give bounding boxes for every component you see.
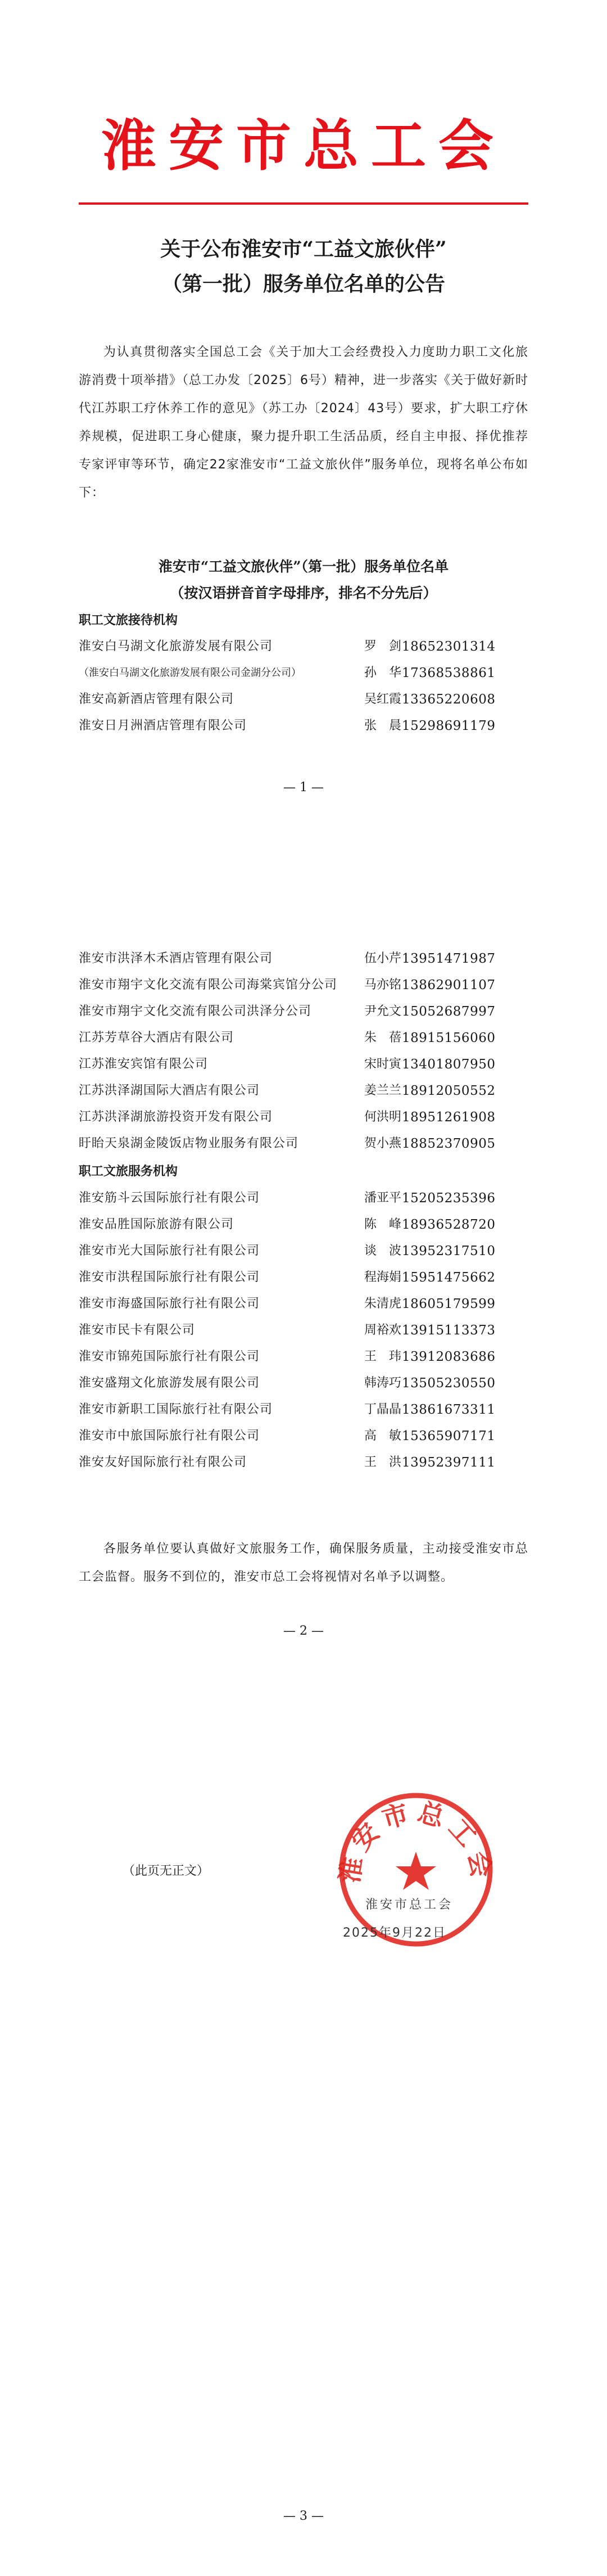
list-item [79, 1053, 540, 1076]
org-name: 淮安市中旅国际旅行社有限公司 [79, 1429, 260, 1443]
phone-number: 13915113373 [402, 1323, 496, 1338]
section-reception-heading: 职工文旅接待机构 [79, 613, 178, 628]
page-1 [0, 0, 607, 843]
contact-name: 贺小燕 [364, 1136, 402, 1151]
list-item [79, 1240, 540, 1262]
contact-name: 孙 华 [364, 666, 402, 680]
org-name: 淮安高新酒店管理有限公司 [79, 692, 234, 706]
contact-name: 张 晨 [364, 719, 402, 733]
contact-name: 潘亚平 [364, 1191, 402, 1205]
phone-number: 17368538861 [402, 666, 496, 680]
org-name: 淮安市翔宇文化交流有限公司洪泽分公司 [79, 1004, 312, 1018]
contact-name: 韩涛巧 [364, 1376, 402, 1390]
phone-number: 18912050552 [402, 1084, 496, 1098]
list-item [79, 948, 540, 970]
list-item [79, 1293, 540, 1315]
phone-number: 15951475662 [402, 1270, 496, 1285]
contact-name: 谈 波 [364, 1244, 402, 1258]
phone-number: 15205235396 [402, 1191, 496, 1206]
org-name: （淮安白马湖文化旅游发展有限公司金湖分公司） [79, 667, 301, 679]
org-name: 淮安市海盛国际旅行社有限公司 [79, 1297, 260, 1311]
contact-name: 宋时寅 [364, 1057, 402, 1071]
list-item [79, 635, 540, 658]
list-item [79, 1266, 540, 1289]
list-item [79, 1000, 540, 1023]
sign-date: 2025年9月22日 [343, 1926, 446, 1940]
contact-name: 伍小芹 [364, 951, 402, 966]
contact-name: 王 洪 [364, 1455, 402, 1469]
org-name: 淮安品胜国际旅游有限公司 [79, 1217, 234, 1231]
page-number-2: — 2 — [283, 1624, 324, 1638]
phone-number: 15052687997 [402, 1004, 496, 1019]
closing-paragraph: 各服务单位要认真做好文旅服务工作，确保服务质量，主动接受淮安市总工会监督。服务不到位的，淮安市总工会将视情对名单予以调整。 [79, 1542, 528, 1584]
phone-number: 13952397111 [402, 1455, 496, 1470]
contact-name: 姜兰兰 [364, 1084, 402, 1098]
org-name: 淮安市洪程国际旅行社有限公司 [79, 1270, 260, 1284]
intro-paragraph: 为认真贯彻落实全国总工会《关于加大工会经费投入力度助力职工文化旅游消费十项举措》（总工办发〔2025〕6号）精神，进一步落实《关于做好新时代江苏职工疗休养工作的意见》（苏工办〔2024〕43号）要求，扩大职工疗休养规模，促进职工身心健康，聚力提升职工生活品质，经自主申报、择优推荐专家评审等环节，确定22家淮安市“工益文旅伙伴”服务单位，现将名单公布如下： [79, 345, 528, 500]
page-number-1: — 1 — [283, 781, 324, 795]
list-item [79, 1398, 540, 1421]
phone-number: 13862901107 [402, 978, 496, 992]
phone-number: 18915156060 [402, 1031, 496, 1045]
contact-name: 陈 峰 [364, 1217, 402, 1231]
list-item [79, 1451, 540, 1474]
contact-name: 王 玮 [364, 1350, 402, 1364]
org-name: 淮安市新职工国际旅行社有限公司 [79, 1402, 273, 1416]
org-name: 淮安白马湖文化旅游发展有限公司 [79, 639, 273, 653]
contact-name: 何洪明 [364, 1110, 402, 1124]
no-text-note: （此页无正文） [123, 1864, 210, 1878]
notice-title-line2: （第一批）服务单位名单的公告 [161, 272, 445, 296]
org-name: 江苏芳草谷大酒店有限公司 [79, 1031, 234, 1045]
masthead-divider [79, 202, 528, 205]
list-item [79, 1027, 540, 1049]
phone-number: 13505230550 [402, 1376, 496, 1391]
phone-number: 13401807950 [402, 1057, 496, 1072]
phone-number: 18852370905 [402, 1136, 496, 1151]
masthead: 淮安市总工会 [101, 114, 506, 178]
notice-title-line1: 关于公布淮安市“工益文旅伙伴” [160, 237, 447, 261]
org-name: 淮安市光大国际旅行社有限公司 [79, 1244, 260, 1258]
phone-number: 13951471987 [402, 951, 496, 966]
page-number-3: — 3 — [283, 2509, 324, 2523]
seal-text: 淮安市总工会 [334, 1796, 498, 1885]
list-title: 淮安市“工益文旅伙伴”（第一批）服务单位名单 [158, 558, 449, 575]
list-item [79, 1425, 540, 1447]
org-name: 淮安市洪泽木禾酒店管理有限公司 [79, 951, 273, 966]
org-name: 淮安友好国际旅行社有限公司 [79, 1455, 247, 1469]
list-item [79, 688, 540, 711]
org-name: 淮安市锦苑国际旅行社有限公司 [79, 1350, 260, 1364]
list-item [79, 1133, 540, 1155]
phone-number: 13365220608 [402, 692, 496, 707]
org-name: 江苏洪泽湖旅游投资开发有限公司 [79, 1110, 273, 1124]
contact-name: 尹允文 [364, 1004, 402, 1018]
phone-number: 18652301314 [402, 639, 496, 654]
list-item [79, 1213, 540, 1236]
contact-name: 周裕欢 [364, 1323, 402, 1337]
contact-name: 程海娟 [364, 1270, 402, 1284]
list-item [79, 1080, 540, 1102]
signer-name: 淮安市总工会 [365, 1898, 454, 1912]
list-item [79, 974, 540, 996]
contact-name: 朱清虎 [364, 1297, 402, 1311]
contact-name: 吴红霞 [364, 692, 402, 706]
section-service-heading: 职工文旅服务机构 [79, 1164, 178, 1179]
contact-name: 罗 剑 [364, 639, 402, 653]
phone-number: 13952317510 [402, 1244, 496, 1258]
list-item [79, 1106, 540, 1129]
list-subtitle: （按汉语拼音首字母排序，排名不分先后） [170, 585, 437, 601]
list-item [79, 715, 540, 737]
org-name: 淮安日月洲酒店管理有限公司 [79, 719, 247, 733]
list-item [79, 1372, 540, 1395]
phone-number: 18936528720 [402, 1217, 496, 1232]
phone-number: 15298691179 [402, 719, 496, 733]
list-item [79, 662, 540, 684]
org-name: 江苏淮安宾馆有限公司 [79, 1057, 209, 1071]
contact-name: 马亦铭 [364, 978, 402, 992]
list-item [79, 1319, 540, 1342]
list-item [79, 1187, 540, 1210]
org-name: 淮安筋斗云国际旅行社有限公司 [79, 1191, 260, 1205]
contact-name: 高 敏 [364, 1429, 402, 1443]
contact-name: 朱 蓓 [364, 1031, 402, 1045]
phone-number: 13861673311 [402, 1402, 496, 1417]
org-name: 淮安盛翔文化旅游发展有限公司 [79, 1376, 260, 1390]
list-item [79, 1346, 540, 1368]
org-name: 盱眙天泉湖金陵饭店物业服务有限公司 [79, 1136, 299, 1151]
org-name: 淮安市翔宇文化交流有限公司海棠宾馆分公司 [79, 978, 338, 992]
phone-number: 13912083686 [402, 1350, 496, 1364]
phone-number: 18951261908 [402, 1110, 496, 1125]
contact-name: 丁晶晶 [364, 1402, 402, 1416]
org-name: 淮安市民卡有限公司 [79, 1323, 196, 1337]
org-name: 江苏洪泽湖国际大酒店有限公司 [79, 1084, 260, 1098]
phone-number: 18605179599 [402, 1297, 496, 1311]
phone-number: 15365907171 [402, 1429, 496, 1443]
